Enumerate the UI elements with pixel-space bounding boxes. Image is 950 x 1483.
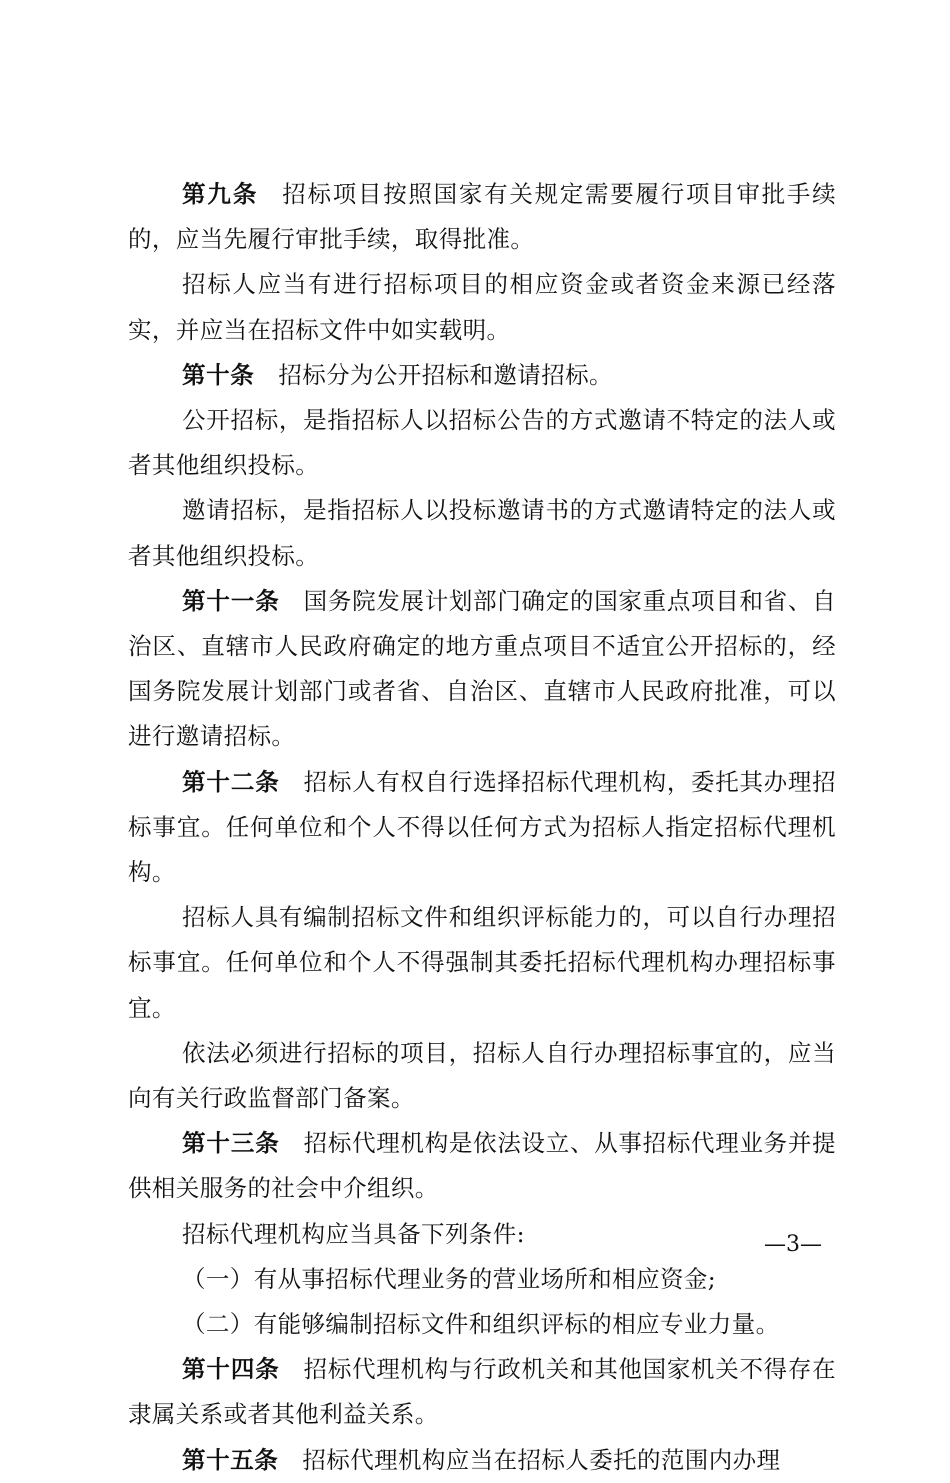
paragraph-text: 招标人具有编制招标文件和组织评标能力的，可以自行办理招标事宜。任何单位和个人不得强制其委托招标代理机构办理招标事宜。	[128, 903, 836, 1022]
paragraph-text: 招标代理机构是依法设立、从事招标代理业务并提供相关服务的社会中介组织。	[128, 1129, 836, 1203]
paragraph-text: 招标分为公开招标和邀请招标。	[278, 360, 613, 389]
document-body	[128, 172, 836, 1483]
paragraph-text: 国务院发展计划部门确定的国家重点项目和省、自治区、直辖市人民政府确定的地方重点项目不适宜公开招标的，经国务院发展计划部门或者省、自治区、直辖市人民政府批准，可以进行邀请招标。	[128, 586, 836, 751]
paragraph	[128, 1212, 836, 1257]
paragraph	[128, 579, 836, 760]
paragraph	[128, 1347, 836, 1437]
paragraph	[128, 1121, 836, 1211]
article-title: 第九条	[182, 180, 259, 208]
paragraph-text: 招标人有权自行选择招标代理机构，委托其办理招标事宜。任何单位和个人不得以任何方式为招标人指定招标代理机构。	[128, 767, 836, 887]
paragraph	[128, 262, 836, 352]
article-title: 第十二条	[182, 767, 280, 796]
paragraph	[128, 895, 836, 1031]
paragraph	[128, 488, 836, 578]
paragraph-text: （一）有从事招标代理业务的营业场所和相应资金;	[182, 1264, 717, 1293]
paragraph	[128, 398, 836, 488]
paragraph	[128, 353, 836, 398]
article-title: 第十三条	[182, 1129, 280, 1158]
paragraph-text: 招标人应当有进行招标项目的相应资金或者资金来源已经落实，并应当在招标文件中如实载明。	[128, 270, 836, 344]
paragraph-text: 招标代理机构应当具备下列条件:	[182, 1219, 525, 1248]
paragraph-text: 依法必须进行招标的项目，招标人自行办理招标事宜的，应当向有关行政监督部门备案。	[128, 1038, 836, 1113]
article-title: 第十一条	[182, 586, 280, 615]
list-item	[128, 1257, 836, 1302]
paragraph	[128, 172, 836, 262]
page-number: —3—	[764, 1232, 822, 1257]
paragraph	[128, 1031, 836, 1121]
paragraph-text: （二）有能够编制招标文件和组织评标的相应专业力量。	[182, 1310, 780, 1339]
paragraph	[128, 1438, 836, 1483]
paragraph-text: 招标代理机构与行政机关和其他国家机关不得存在隶属关系或者其他利益关系。	[128, 1355, 836, 1429]
article-title: 第十四条	[182, 1355, 280, 1384]
paragraph-text: 邀请招标，是指招标人以投标邀请书的方式邀请特定的法人或者其他组织投标。	[128, 496, 836, 570]
list-item	[128, 1302, 836, 1347]
paragraph	[128, 760, 836, 896]
article-title: 第十五条	[182, 1445, 279, 1474]
paragraph-text: 招标代理机构应当在招标人委托的范围内办理	[302, 1445, 781, 1474]
paragraph-text: 公开招标，是指招标人以招标公告的方式邀请不特定的法人或者其他组织投标。	[128, 406, 836, 480]
article-title: 第十条	[182, 360, 255, 389]
paragraph-text: 招标项目按照国家有关规定需要履行项目审批手续的，应当先履行审批手续，取得批准。	[128, 180, 836, 254]
